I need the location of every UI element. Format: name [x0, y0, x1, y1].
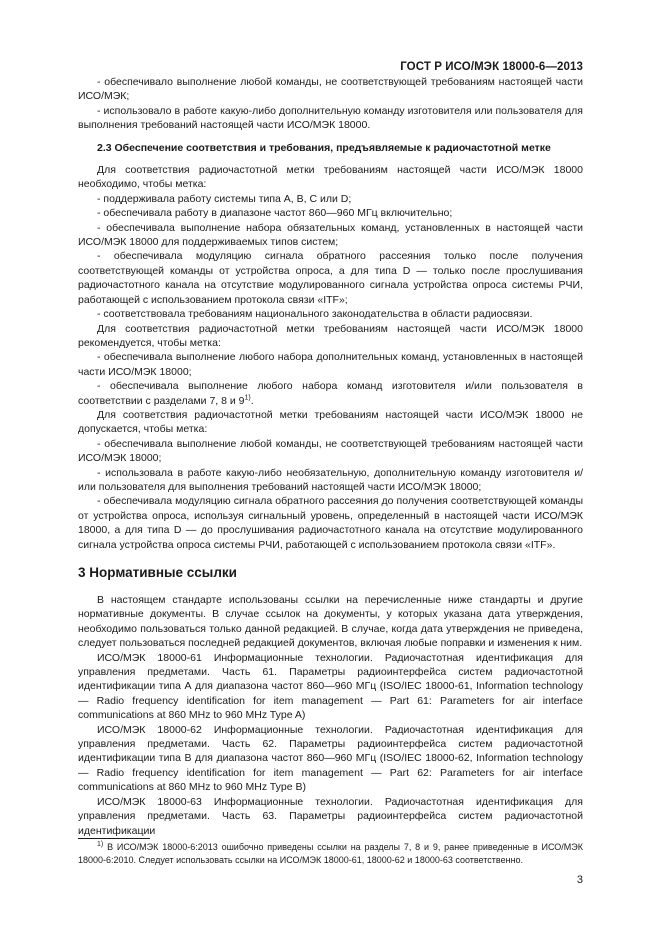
footnote-divider — [78, 838, 150, 839]
footnote-ref: 1) — [244, 394, 251, 402]
paragraph: - поддерживала работу системы типа A, B, C или D; — [97, 192, 352, 205]
reference-entry: ИСО/МЭК 18000-61 Информационные технологии. Радиочастотная идентификация для управления предметами. Часть 61. Параметры радиоинтерфейса систем радиочастотной идентификации типа А для диапазона частот 860—960 МГц (ISO/IEC 18000-61, Information technology — Radio frequency identification for item management — Part 61: Parameters for air interface communications at 860 MHz to 960 MHz Type A) — [78, 651, 583, 722]
paragraph: - использовало в работе какую-либо дополнительную команду изготовителя или пользователя для выполнения требований настоящей части ИСО/МЭК 18000. — [78, 104, 583, 132]
paragraph: Для соответствия радиочастотной метки требованиям настоящей части ИСО/МЭК 18000 не допускается, чтобы метка: — [78, 408, 583, 436]
paragraph-tail: . — [250, 394, 254, 407]
paragraph: - обеспечивала модуляцию сигнала обратного рассеяния только после получения соответствующей команды от устройства опроса, а для типа D — только после прослушивания радиочастотного канала на отсутствие модулированного сигнала устройства опроса системы РЧИ, работающей с использованием протокола связи «ITF»; — [78, 250, 583, 306]
subsection-title: 2.3 Обеспечение соответствия и требования, предъявляемые к радиочастотной метке — [97, 141, 551, 154]
paragraph: - обеспечивала выполнение любого набора дополнительных команд, установленных в настоящей части ИСО/МЭК 18000; — [78, 351, 583, 378]
paragraph-text: - обеспечивала выполнение любого набора команд изготовителя и/или пользователя в соответствии с разделами 7, 8 и 9 — [78, 380, 583, 407]
footnote-text: В ИСО/МЭК 18000-6:2013 ошибочно приведены ссылки на разделы 7, 8 и 9, ранее приведенные в ИСО/МЭК 18000-6:2010. Следует использовать ссылки на ИСО/МЭК 18000-61, 18000-62 и 18000-63 соответственно. — [78, 842, 583, 865]
paragraph: - обеспечивала работу в диапазоне частот 860—960 МГц включительно; — [97, 207, 453, 220]
paragraph: - обеспечивала выполнение любой команды, не соответствующей требованиям настоящей части ИСО/МЭК 18000; — [78, 437, 583, 465]
paragraph: - обеспечивала выполнение набора обязательных команд, установленных в настоящей части ИСО/МЭК 18000 для поддерживаемых типов систем; — [78, 221, 583, 249]
reference-entry: ИСО/МЭК 18000-63 Информационные технологии. Радиочастотная идентификация для управления предметами. Часть 63. Параметры радиоинтерфейса систем радиочастотной идентификации — [78, 795, 583, 837]
section-title: 3 Нормативные ссылки — [78, 565, 237, 580]
reference-entry: ИСО/МЭК 18000-62 Информационные технологии. Радиочастотная идентификация для управления предметами. Часть 62. Параметры радиоинтерфейса систем радиочастотной идентификации типа В для диапазона частот 860—960 МГц (ISO/IEC 18000-62, Information technology — Radio frequency identification for item management — Part 62: Parameters for air interface communications at 860 MHz to 960 MHz Type B) — [78, 723, 583, 794]
page-number: 3 — [576, 874, 583, 886]
paragraph: Для соответствия радиочастотной метки требованиям настоящей части ИСО/МЭК 18000 рекомендуется, чтобы метка: — [78, 322, 583, 349]
doc-header-code: ГОСТ Р ИСО/МЭК 18000-6—2013 — [400, 61, 583, 73]
paragraph: - обеспечивала модуляцию сигнала обратного рассеяния до получения соответствующей команды от устройства опроса, используя сигнальный уровень, определенный в настоящей части ИСО/МЭК 18000, а для типа D — до прослушивания радиочастотного канала на отсутствие модулированного сигнала устройства опроса системы РЧИ, работающей с использованием протокола связи «ITF». — [78, 495, 583, 551]
paragraph-with-footnote-ref — [78, 379, 583, 408]
paragraph: - использовала в работе какую-либо необязательную, дополнительную команду изготовителя и/или пользователя для выполнения требований настоящей части ИСО/МЭК 18000; — [78, 466, 583, 493]
paragraph: В настоящем стандарте использованы ссылки на перечисленные ниже стандарты и другие нормативные документы. В случае ссылок на документы, у которых указана дата утверждения, необходимо пользоваться только данной редакцией. В случае, когда дата утверждения не приведена, следует пользоваться последней редакцией документов, включая любые поправки и изменения к ним. — [78, 594, 583, 650]
paragraph: Для соответствия радиочастотной метки требованиям настоящей части ИСО/МЭК 18000 необходимо, чтобы метка: — [78, 164, 583, 191]
paragraph: - обеспечивало выполнение любой команды, не соответствующей требованиям настоящей части ИСО/МЭК; — [78, 76, 583, 103]
footnote-mark: 1) — [97, 841, 104, 848]
paragraph: - соответствовала требованиям национального законодательства в области радиосвязи. — [97, 308, 533, 321]
page-content — [78, 75, 583, 838]
footnote — [78, 841, 583, 867]
